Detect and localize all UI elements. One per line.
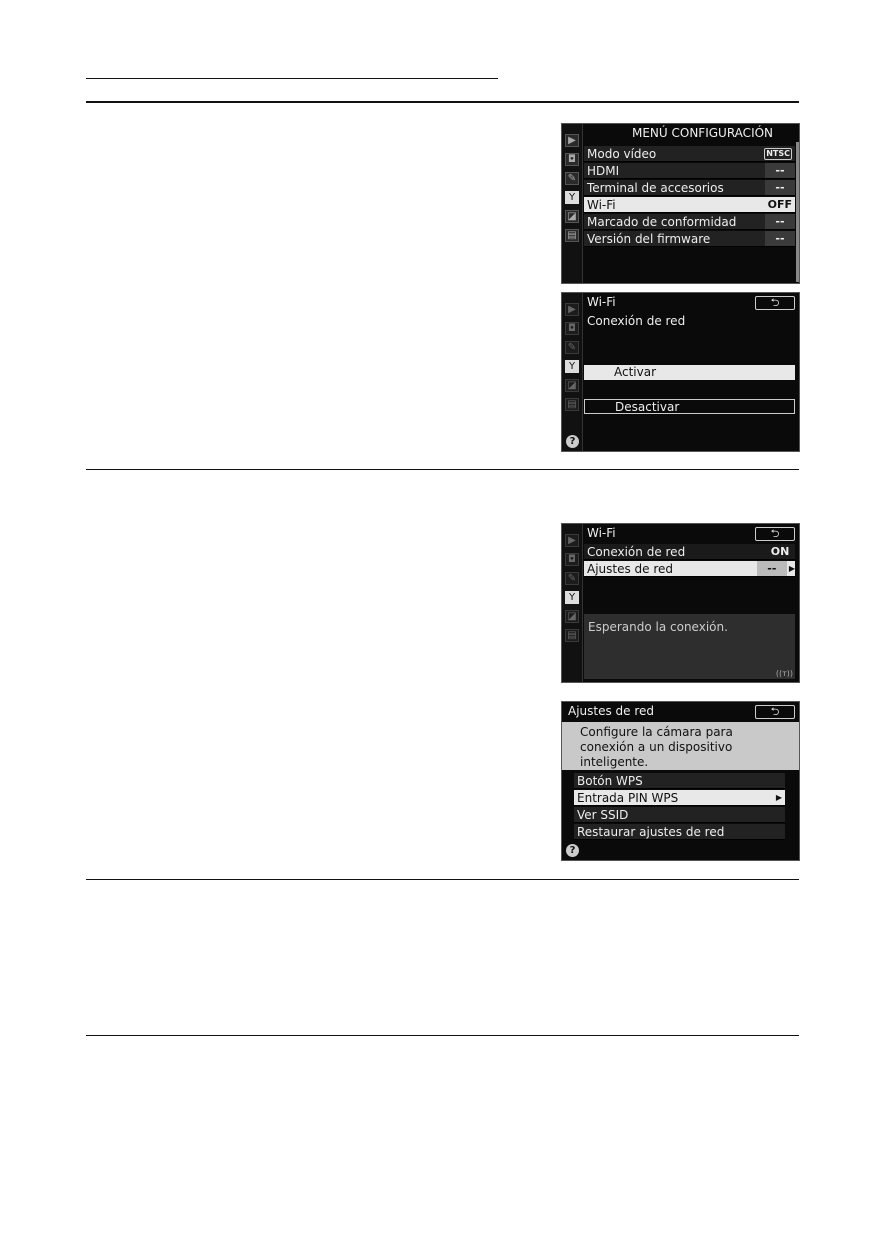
menu-title: MENÚ CONFIGURACIÓN — [632, 126, 774, 140]
playback-icon: ▶ — [565, 303, 579, 316]
menu-item-label: Wi-Fi — [587, 197, 616, 212]
menu-tab-strip — [562, 293, 583, 451]
menu-item-label: Entrada PIN WPS — [577, 790, 679, 805]
menu-item-label: HDMI — [587, 163, 620, 178]
pencil-icon: ✎ — [565, 341, 579, 354]
help-icon[interactable]: ? — [566, 844, 579, 857]
wrench-icon: Y — [565, 360, 579, 373]
wifi-toggle-screen — [561, 292, 800, 452]
screen-title: Wi-Fi — [587, 295, 616, 309]
screen-title: Wi-Fi — [587, 526, 616, 540]
mymenu-icon: ▤ — [565, 629, 579, 642]
camera-icon[interactable]: ◘ — [565, 153, 579, 166]
menu-item-label: Conexión de red — [587, 544, 686, 559]
scrollbar[interactable] — [796, 142, 799, 282]
back-icon[interactable]: ⮌ — [755, 296, 795, 310]
retouch-icon[interactable]: ◪ — [565, 210, 579, 223]
menu-item-wps-button[interactable] — [574, 773, 785, 789]
menu-item-label: Ajustes de red — [587, 561, 674, 576]
mymenu-icon[interactable]: ▤ — [565, 229, 579, 242]
back-icon[interactable]: ⮌ — [755, 705, 795, 719]
menu-item-value: -- — [757, 561, 787, 576]
menu-item-label: Modo vídeo — [587, 146, 657, 161]
wrench-icon[interactable]: Y — [565, 191, 579, 204]
menu-item-value: -- — [765, 214, 795, 229]
setup-menu-screen — [561, 123, 800, 284]
option-deactivate[interactable]: Desactivar — [584, 399, 795, 414]
status-message: Esperando la conexión. — [588, 620, 728, 634]
menu-item-label: Marcado de conformidad — [587, 214, 737, 229]
menu-tab-strip — [562, 524, 583, 682]
menu-item-label: Botón WPS — [577, 773, 643, 788]
status-message-box — [584, 614, 795, 679]
menu-item-hdmi[interactable] — [584, 163, 795, 179]
menu-item-label: Ver SSID — [577, 807, 629, 822]
menu-item-conformity-marking[interactable] — [584, 214, 795, 230]
menu-item-network-connection[interactable] — [584, 544, 795, 560]
menu-item-value: -- — [765, 163, 795, 178]
menu-item-value: ON — [765, 544, 795, 559]
menu-item-accessory-terminal[interactable] — [584, 180, 795, 196]
menu-item-reset-network-settings[interactable] — [574, 824, 785, 840]
menu-item-value: -- — [765, 180, 795, 195]
chevron-right-icon: ▶ — [788, 564, 795, 573]
header-rule-short — [86, 78, 498, 79]
subtitle: Conexión de red — [587, 314, 686, 328]
section-divider-2 — [86, 879, 799, 880]
pencil-icon[interactable]: ✎ — [565, 172, 579, 185]
back-icon[interactable]: ⮌ — [755, 527, 795, 541]
menu-tab-strip — [562, 124, 583, 283]
option-activate[interactable]: Activar — [584, 365, 795, 380]
playback-icon: ▶ — [565, 534, 579, 547]
menu-item-label: Versión del firmware — [587, 231, 711, 246]
retouch-icon: ◪ — [565, 379, 579, 392]
description-box — [562, 722, 799, 770]
wrench-icon: Y — [565, 591, 579, 604]
wifi-signal-icon: ((ᴛ)) — [775, 669, 793, 678]
menu-item-value: OFF — [765, 197, 795, 212]
menu-item-view-ssid[interactable] — [574, 807, 785, 823]
chevron-right-icon: ▶ — [775, 793, 782, 802]
header-rule — [86, 101, 799, 103]
pencil-icon: ✎ — [565, 572, 579, 585]
section-divider-1 — [86, 469, 799, 470]
camera-icon: ◘ — [565, 553, 579, 566]
mymenu-icon: ▤ — [565, 398, 579, 411]
retouch-icon: ◪ — [565, 610, 579, 623]
section-divider-3 — [86, 1035, 799, 1036]
menu-item-video-mode[interactable] — [584, 146, 795, 162]
network-settings-screen — [561, 701, 800, 861]
menu-item-value: -- — [765, 231, 795, 246]
menu-item-label: Terminal de accesorios — [587, 180, 724, 195]
menu-item-wifi[interactable] — [584, 197, 795, 213]
help-icon[interactable]: ? — [566, 435, 579, 448]
ntsc-badge: NTSC — [766, 148, 790, 158]
description-text: Configure la cámara para conexión a un dispositivo inteligente. — [580, 725, 733, 769]
playback-icon[interactable]: ▶ — [565, 134, 579, 147]
menu-item-label: Restaurar ajustes de red — [577, 824, 725, 839]
wifi-status-screen — [561, 523, 800, 683]
menu-item-wps-pin-entry[interactable] — [574, 790, 785, 806]
menu-item-firmware-version[interactable] — [584, 231, 795, 247]
screen-title: Ajustes de red — [568, 704, 655, 718]
menu-item-network-settings[interactable] — [584, 561, 795, 577]
camera-icon: ◘ — [565, 322, 579, 335]
